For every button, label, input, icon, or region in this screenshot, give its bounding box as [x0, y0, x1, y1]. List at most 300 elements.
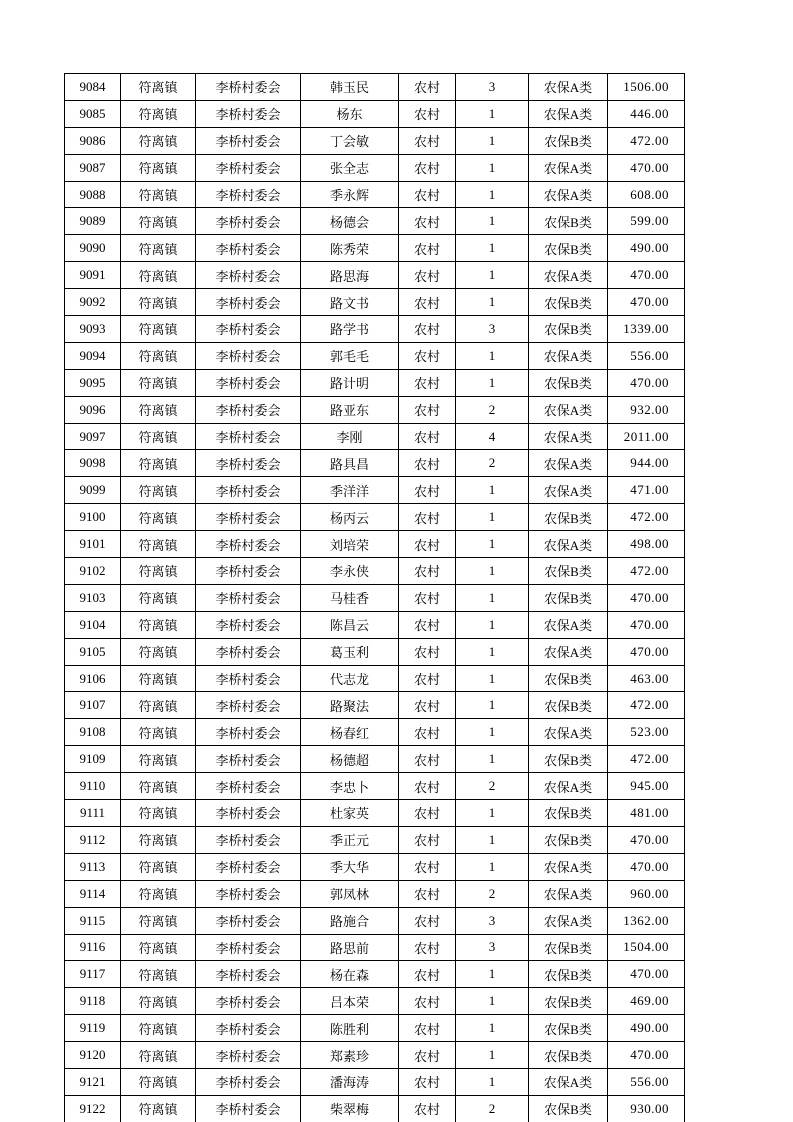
cell-type: 农村: [399, 638, 456, 665]
table-row: [65, 719, 685, 746]
cell-count: 1: [456, 208, 529, 235]
cell-village: 李桥村委会: [196, 154, 301, 181]
cell-type: 农村: [399, 1015, 456, 1042]
cell-id: 9110: [65, 773, 121, 800]
cell-village: 李桥村委会: [196, 907, 301, 934]
cell-count: 1: [456, 1042, 529, 1069]
cell-category: 农保A类: [529, 853, 608, 880]
cell-village: 李桥村委会: [196, 773, 301, 800]
cell-count: 1: [456, 289, 529, 316]
cell-village: 李桥村委会: [196, 1015, 301, 1042]
cell-town: 符离镇: [121, 369, 196, 396]
cell-count: 3: [456, 316, 529, 343]
cell-type: 农村: [399, 1068, 456, 1095]
table-row: [65, 988, 685, 1015]
cell-name: 路文书: [301, 289, 399, 316]
cell-category: 农保A类: [529, 450, 608, 477]
cell-type: 农村: [399, 154, 456, 181]
cell-count: 2: [456, 880, 529, 907]
cell-amount: 490.00: [608, 1015, 685, 1042]
cell-name: 李刚: [301, 423, 399, 450]
cell-category: 农保B类: [529, 988, 608, 1015]
table-row: [65, 558, 685, 585]
cell-town: 符离镇: [121, 235, 196, 262]
cell-id: 9122: [65, 1095, 121, 1122]
cell-category: 农保B类: [529, 1015, 608, 1042]
cell-type: 农村: [399, 826, 456, 853]
cell-amount: 472.00: [608, 558, 685, 585]
cell-type: 农村: [399, 262, 456, 289]
cell-type: 农村: [399, 773, 456, 800]
cell-count: 1: [456, 262, 529, 289]
cell-id: 9090: [65, 235, 121, 262]
cell-category: 农保B类: [529, 665, 608, 692]
cell-village: 李桥村委会: [196, 396, 301, 423]
cell-name: 路亚东: [301, 396, 399, 423]
cell-category: 农保A类: [529, 74, 608, 101]
cell-town: 符离镇: [121, 423, 196, 450]
cell-type: 农村: [399, 316, 456, 343]
cell-amount: 470.00: [608, 289, 685, 316]
cell-category: 农保B类: [529, 746, 608, 773]
cell-name: 杨东: [301, 100, 399, 127]
cell-village: 李桥村委会: [196, 235, 301, 262]
cell-town: 符离镇: [121, 396, 196, 423]
cell-town: 符离镇: [121, 1042, 196, 1069]
table-row: [65, 907, 685, 934]
cell-town: 符离镇: [121, 558, 196, 585]
cell-amount: 930.00: [608, 1095, 685, 1122]
table-row: [65, 531, 685, 558]
cell-town: 符离镇: [121, 907, 196, 934]
cell-category: 农保B类: [529, 208, 608, 235]
cell-type: 农村: [399, 504, 456, 531]
cell-category: 农保A类: [529, 396, 608, 423]
cell-town: 符离镇: [121, 504, 196, 531]
table-row: [65, 504, 685, 531]
cell-id: 9106: [65, 665, 121, 692]
table-row: [65, 961, 685, 988]
table-row: [65, 235, 685, 262]
cell-town: 符离镇: [121, 208, 196, 235]
cell-type: 农村: [399, 74, 456, 101]
cell-name: 代志龙: [301, 665, 399, 692]
cell-name: 路具昌: [301, 450, 399, 477]
table-row: [65, 369, 685, 396]
cell-type: 农村: [399, 127, 456, 154]
table-row: [65, 181, 685, 208]
cell-town: 符离镇: [121, 127, 196, 154]
cell-category: 农保A类: [529, 1068, 608, 1095]
cell-amount: 470.00: [608, 826, 685, 853]
cell-count: 2: [456, 450, 529, 477]
cell-amount: 1362.00: [608, 907, 685, 934]
cell-village: 李桥村委会: [196, 611, 301, 638]
cell-name: 陈昌云: [301, 611, 399, 638]
cell-count: 2: [456, 1095, 529, 1122]
cell-amount: 470.00: [608, 853, 685, 880]
cell-amount: 523.00: [608, 719, 685, 746]
cell-id: 9091: [65, 262, 121, 289]
cell-name: 郭毛毛: [301, 342, 399, 369]
cell-id: 9100: [65, 504, 121, 531]
cell-count: 1: [456, 611, 529, 638]
cell-amount: 481.00: [608, 800, 685, 827]
cell-count: 1: [456, 127, 529, 154]
cell-category: 农保A类: [529, 262, 608, 289]
cell-name: 杜家英: [301, 800, 399, 827]
cell-id: 9112: [65, 826, 121, 853]
cell-category: 农保B类: [529, 127, 608, 154]
cell-count: 1: [456, 1068, 529, 1095]
cell-category: 农保B类: [529, 289, 608, 316]
cell-village: 李桥村委会: [196, 289, 301, 316]
cell-amount: 470.00: [608, 611, 685, 638]
cell-town: 符离镇: [121, 611, 196, 638]
cell-count: 1: [456, 638, 529, 665]
cell-village: 李桥村委会: [196, 74, 301, 101]
cell-name: 韩玉民: [301, 74, 399, 101]
cell-name: 陈胜利: [301, 1015, 399, 1042]
cell-name: 葛玉利: [301, 638, 399, 665]
table-row: [65, 1068, 685, 1095]
cell-village: 李桥村委会: [196, 692, 301, 719]
cell-category: 农保B类: [529, 800, 608, 827]
cell-category: 农保A类: [529, 154, 608, 181]
cell-town: 符离镇: [121, 746, 196, 773]
cell-count: 4: [456, 423, 529, 450]
cell-category: 农保B类: [529, 826, 608, 853]
cell-count: 1: [456, 1015, 529, 1042]
table-row: [65, 826, 685, 853]
cell-id: 9113: [65, 853, 121, 880]
cell-type: 农村: [399, 423, 456, 450]
cell-village: 李桥村委会: [196, 531, 301, 558]
table-row: [65, 746, 685, 773]
cell-id: 9088: [65, 181, 121, 208]
cell-count: 1: [456, 665, 529, 692]
cell-type: 农村: [399, 934, 456, 961]
cell-count: 3: [456, 907, 529, 934]
cell-town: 符离镇: [121, 477, 196, 504]
cell-amount: 472.00: [608, 692, 685, 719]
cell-count: 1: [456, 719, 529, 746]
cell-count: 1: [456, 477, 529, 504]
cell-amount: 960.00: [608, 880, 685, 907]
table-row: [65, 934, 685, 961]
cell-town: 符离镇: [121, 262, 196, 289]
cell-id: 9095: [65, 369, 121, 396]
cell-village: 李桥村委会: [196, 423, 301, 450]
table-row: [65, 74, 685, 101]
cell-village: 李桥村委会: [196, 584, 301, 611]
cell-id: 9109: [65, 746, 121, 773]
cell-village: 李桥村委会: [196, 208, 301, 235]
table-row: [65, 665, 685, 692]
cell-category: 农保B类: [529, 1095, 608, 1122]
cell-village: 李桥村委会: [196, 665, 301, 692]
cell-town: 符离镇: [121, 342, 196, 369]
cell-id: 9107: [65, 692, 121, 719]
cell-id: 9093: [65, 316, 121, 343]
cell-amount: 556.00: [608, 342, 685, 369]
cell-type: 农村: [399, 181, 456, 208]
cell-amount: 463.00: [608, 665, 685, 692]
cell-name: 路施合: [301, 907, 399, 934]
cell-amount: 470.00: [608, 584, 685, 611]
cell-category: 农保B类: [529, 504, 608, 531]
cell-town: 符离镇: [121, 853, 196, 880]
cell-count: 1: [456, 154, 529, 181]
cell-count: 1: [456, 181, 529, 208]
cell-town: 符离镇: [121, 316, 196, 343]
cell-category: 农保A类: [529, 638, 608, 665]
cell-amount: 1339.00: [608, 316, 685, 343]
cell-id: 9094: [65, 342, 121, 369]
cell-town: 符离镇: [121, 880, 196, 907]
cell-village: 李桥村委会: [196, 934, 301, 961]
cell-id: 9102: [65, 558, 121, 585]
cell-type: 农村: [399, 531, 456, 558]
cell-village: 李桥村委会: [196, 369, 301, 396]
cell-name: 马桂香: [301, 584, 399, 611]
cell-count: 1: [456, 369, 529, 396]
cell-type: 农村: [399, 289, 456, 316]
cell-count: 1: [456, 988, 529, 1015]
cell-id: 9120: [65, 1042, 121, 1069]
cell-type: 农村: [399, 907, 456, 934]
cell-town: 符离镇: [121, 450, 196, 477]
cell-id: 9116: [65, 934, 121, 961]
cell-town: 符离镇: [121, 1095, 196, 1122]
cell-id: 9084: [65, 74, 121, 101]
cell-town: 符离镇: [121, 719, 196, 746]
cell-name: 杨春红: [301, 719, 399, 746]
cell-category: 农保A类: [529, 100, 608, 127]
cell-amount: 470.00: [608, 961, 685, 988]
cell-count: 1: [456, 558, 529, 585]
cell-id: 9119: [65, 1015, 121, 1042]
cell-type: 农村: [399, 665, 456, 692]
cell-category: 农保A类: [529, 342, 608, 369]
cell-village: 李桥村委会: [196, 342, 301, 369]
cell-name: 李忠卜: [301, 773, 399, 800]
cell-town: 符离镇: [121, 584, 196, 611]
cell-id: 9092: [65, 289, 121, 316]
cell-village: 李桥村委会: [196, 504, 301, 531]
cell-id: 9087: [65, 154, 121, 181]
cell-type: 农村: [399, 235, 456, 262]
cell-category: 农保A类: [529, 719, 608, 746]
cell-count: 3: [456, 74, 529, 101]
cell-type: 农村: [399, 961, 456, 988]
cell-name: 丁会敏: [301, 127, 399, 154]
cell-id: 9117: [65, 961, 121, 988]
cell-village: 李桥村委会: [196, 746, 301, 773]
cell-name: 郭凤林: [301, 880, 399, 907]
cell-amount: 470.00: [608, 369, 685, 396]
table-row: [65, 316, 685, 343]
cell-name: 路思前: [301, 934, 399, 961]
cell-count: 1: [456, 584, 529, 611]
cell-type: 农村: [399, 342, 456, 369]
cell-amount: 472.00: [608, 127, 685, 154]
cell-id: 9098: [65, 450, 121, 477]
cell-name: 柴翠梅: [301, 1095, 399, 1122]
cell-amount: 1506.00: [608, 74, 685, 101]
cell-amount: 932.00: [608, 396, 685, 423]
cell-category: 农保A类: [529, 773, 608, 800]
table-row: [65, 289, 685, 316]
cell-name: 路聚法: [301, 692, 399, 719]
cell-category: 农保B类: [529, 934, 608, 961]
cell-amount: 1504.00: [608, 934, 685, 961]
cell-amount: 470.00: [608, 638, 685, 665]
cell-id: 9108: [65, 719, 121, 746]
cell-amount: 470.00: [608, 1042, 685, 1069]
cell-type: 农村: [399, 208, 456, 235]
cell-id: 9101: [65, 531, 121, 558]
table-row: [65, 100, 685, 127]
cell-count: 1: [456, 692, 529, 719]
cell-category: 农保B类: [529, 1042, 608, 1069]
cell-id: 9105: [65, 638, 121, 665]
cell-name: 杨在森: [301, 961, 399, 988]
cell-category: 农保A类: [529, 181, 608, 208]
cell-amount: 471.00: [608, 477, 685, 504]
cell-count: 1: [456, 826, 529, 853]
cell-type: 农村: [399, 1095, 456, 1122]
cell-village: 李桥村委会: [196, 988, 301, 1015]
cell-count: 1: [456, 504, 529, 531]
table-row: [65, 262, 685, 289]
cell-town: 符离镇: [121, 181, 196, 208]
cell-name: 刘培荣: [301, 531, 399, 558]
cell-category: 农保A类: [529, 880, 608, 907]
cell-amount: 446.00: [608, 100, 685, 127]
cell-id: 9111: [65, 800, 121, 827]
cell-type: 农村: [399, 719, 456, 746]
cell-town: 符离镇: [121, 826, 196, 853]
cell-count: 1: [456, 853, 529, 880]
cell-village: 李桥村委会: [196, 638, 301, 665]
cell-amount: 469.00: [608, 988, 685, 1015]
cell-type: 农村: [399, 611, 456, 638]
cell-name: 杨德超: [301, 746, 399, 773]
cell-town: 符离镇: [121, 74, 196, 101]
cell-count: 1: [456, 800, 529, 827]
cell-town: 符离镇: [121, 289, 196, 316]
cell-id: 9089: [65, 208, 121, 235]
cell-id: 9121: [65, 1068, 121, 1095]
cell-village: 李桥村委会: [196, 100, 301, 127]
table-row: [65, 773, 685, 800]
cell-id: 9086: [65, 127, 121, 154]
cell-type: 农村: [399, 477, 456, 504]
cell-town: 符离镇: [121, 1015, 196, 1042]
cell-town: 符离镇: [121, 692, 196, 719]
cell-category: 农保B类: [529, 584, 608, 611]
cell-village: 李桥村委会: [196, 719, 301, 746]
cell-category: 农保B类: [529, 316, 608, 343]
cell-category: 农保B类: [529, 369, 608, 396]
cell-id: 9085: [65, 100, 121, 127]
cell-name: 杨德会: [301, 208, 399, 235]
table-row: [65, 1042, 685, 1069]
table-row: [65, 342, 685, 369]
cell-name: 季大华: [301, 853, 399, 880]
cell-type: 农村: [399, 692, 456, 719]
table-row: [65, 154, 685, 181]
cell-amount: 472.00: [608, 504, 685, 531]
table-row: [65, 1095, 685, 1122]
cell-id: 9104: [65, 611, 121, 638]
cell-category: 农保B类: [529, 558, 608, 585]
cell-village: 李桥村委会: [196, 181, 301, 208]
cell-amount: 599.00: [608, 208, 685, 235]
cell-category: 农保A类: [529, 423, 608, 450]
cell-count: 1: [456, 961, 529, 988]
cell-type: 农村: [399, 800, 456, 827]
cell-village: 李桥村委会: [196, 127, 301, 154]
cell-type: 农村: [399, 880, 456, 907]
cell-category: 农保A类: [529, 477, 608, 504]
table-row: [65, 396, 685, 423]
cell-village: 李桥村委会: [196, 800, 301, 827]
cell-village: 李桥村委会: [196, 880, 301, 907]
cell-village: 李桥村委会: [196, 1095, 301, 1122]
cell-count: 1: [456, 235, 529, 262]
cell-village: 李桥村委会: [196, 961, 301, 988]
cell-village: 李桥村委会: [196, 1068, 301, 1095]
cell-type: 农村: [399, 853, 456, 880]
cell-amount: 470.00: [608, 154, 685, 181]
cell-id: 9097: [65, 423, 121, 450]
benefit-table: [64, 73, 685, 1122]
cell-name: 李永侠: [301, 558, 399, 585]
cell-town: 符离镇: [121, 773, 196, 800]
cell-count: 2: [456, 396, 529, 423]
cell-town: 符离镇: [121, 531, 196, 558]
cell-id: 9103: [65, 584, 121, 611]
cell-amount: 472.00: [608, 746, 685, 773]
table-row: [65, 477, 685, 504]
cell-id: 9099: [65, 477, 121, 504]
cell-village: 李桥村委会: [196, 450, 301, 477]
table-row: [65, 208, 685, 235]
cell-id: 9118: [65, 988, 121, 1015]
cell-village: 李桥村委会: [196, 316, 301, 343]
table-row: [65, 638, 685, 665]
cell-count: 1: [456, 746, 529, 773]
cell-name: 季正元: [301, 826, 399, 853]
cell-type: 农村: [399, 558, 456, 585]
cell-village: 李桥村委会: [196, 558, 301, 585]
cell-name: 杨丙云: [301, 504, 399, 531]
cell-category: 农保B类: [529, 961, 608, 988]
cell-name: 陈秀荣: [301, 235, 399, 262]
cell-amount: 498.00: [608, 531, 685, 558]
cell-name: 张全志: [301, 154, 399, 181]
table-row: [65, 450, 685, 477]
cell-name: 郑素珍: [301, 1042, 399, 1069]
cell-town: 符离镇: [121, 800, 196, 827]
cell-name: 路学书: [301, 316, 399, 343]
cell-name: 潘海涛: [301, 1068, 399, 1095]
table-row: [65, 584, 685, 611]
cell-amount: 556.00: [608, 1068, 685, 1095]
cell-count: 1: [456, 342, 529, 369]
